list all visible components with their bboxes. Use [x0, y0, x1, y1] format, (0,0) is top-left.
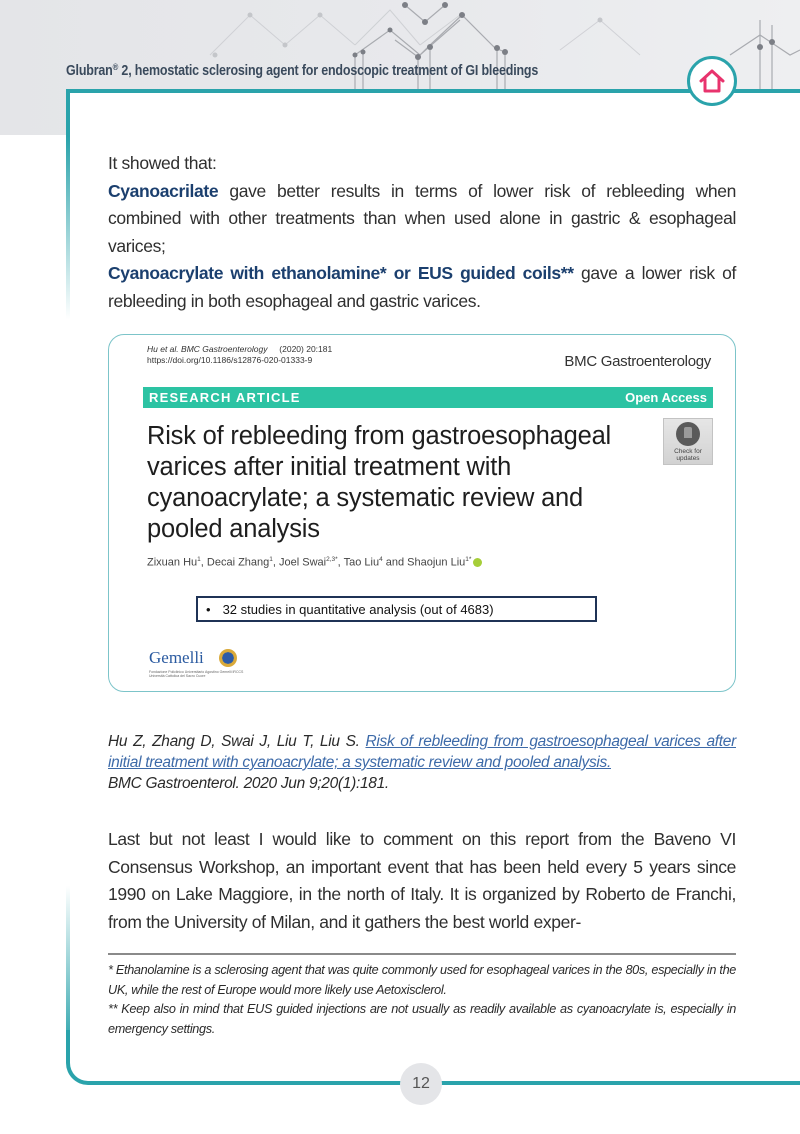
frame-bottom-border [90, 1081, 800, 1085]
frame-bottom-corner [66, 1030, 96, 1085]
footnotes [108, 961, 736, 1039]
finding-1-bold: Cyanoacrilate [108, 180, 219, 201]
citation: Hu Z, Zhang D, Swai J, Liu T, Liu S. Risk of rebleeding from gastroesophageal varices after initial treatment with cyanoacrylate; a systematic review and pooled analysis. BMC Gastroenterol. 2020 Jun 9;20(1):181. [108, 733, 736, 792]
journal-name: BMC Gastroenterology [564, 353, 711, 370]
gemelli-seal-icon [219, 649, 237, 667]
document-header-title: Glubran® 2, hemostatic sclerosing agent for endoscopic treatment of GI bleedings [66, 62, 539, 79]
home-button[interactable] [687, 56, 737, 106]
orcid-icon [473, 558, 482, 567]
footnote-divider [108, 953, 736, 955]
article-doi: https://doi.org/10.1186/s12876-020-01333-9 [147, 355, 313, 365]
home-icon [698, 67, 726, 95]
page-number: 12 [400, 1063, 442, 1105]
studies-summary-box: • 32 studies in quantitative analysis (out of 4683) [196, 596, 597, 622]
frame-inner-area [70, 93, 800, 135]
frame-left-border [66, 89, 70, 1049]
footnote-2: ** Keep also in mind that EUS guided injections are not usually as readily available as cyanoacrylate is, especially in emergency settings. [108, 1002, 736, 1036]
finding-2: Cyanoacrylate with ethanolamine* or EUS guided coils** gave a lower risk of rebleeding in both esophageal and gastric varices. [108, 263, 737, 311]
article-type-label: RESEARCH ARTICLE [149, 390, 301, 405]
article-type-bar [143, 387, 713, 408]
gemelli-logo: Gemelli [149, 648, 204, 667]
article-card [108, 334, 736, 692]
intro-findings [108, 150, 736, 315]
finding-2-bold: Cyanoacrylate with ethanolamine* or EUS guided coils** [108, 263, 574, 283]
finding-1: Cyanoacrilate gave better results in terms of lower risk of rebleeding when combined with other treatments than when used alone in gastric & esophageal varices; [108, 180, 736, 256]
footnote-1: * Ethanolamine is a sclerosing agent that was quite commonly used for esophageal varices in the 80s, especially in the UK, while the rest of Europe would more likely use Aetoxisclerol. [108, 963, 736, 997]
gemelli-logo-subtext: Fondazione Policlinico Universitario Agostino Gemelli IRCCS Università Cattolica del Sacro Cuore [149, 670, 244, 678]
citation-link[interactable]: Risk of rebleeding from gastroesophageal varices after initial treatment with cyanoacrylate; a systematic review and pooled analysis. [108, 733, 736, 771]
bookmark-icon [676, 422, 700, 446]
check-for-updates-badge[interactable]: Check for updates [663, 418, 713, 465]
open-access-label: Open Access [625, 390, 707, 405]
body-paragraph: Last but not least I would like to comment on this report from the Baveno VI Consensus Workshop, an important event that has been held every 5 years since 1990 on Lake Maggiore, in the north of Italy. It is organized by Roberto de Franchi, from the University of Milan, and it gathers the best world exper- [108, 829, 736, 932]
citation-source: BMC Gastroenterol. 2020 Jun 9;20(1):181. [108, 775, 389, 792]
article-authors: Zixuan Hu$^1$, Decai Zhang$^1$, Joel Swai$^{2,3*}$, Tao Liu$^4$ and Shaojun Liu$^{1*}$ [147, 556, 482, 569]
intro-lead: It showed that: [108, 153, 217, 173]
article-title: Risk of rebleeding from gastroesophageal varices after initial treatment with cyanoacrylate; a systematic review and pooled analysis [147, 422, 612, 543]
article-meta: Hu et al. BMC Gastroenterology (2020) 20:181 https://doi.org/10.1186/s12876-020-01333-9 [147, 344, 333, 365]
